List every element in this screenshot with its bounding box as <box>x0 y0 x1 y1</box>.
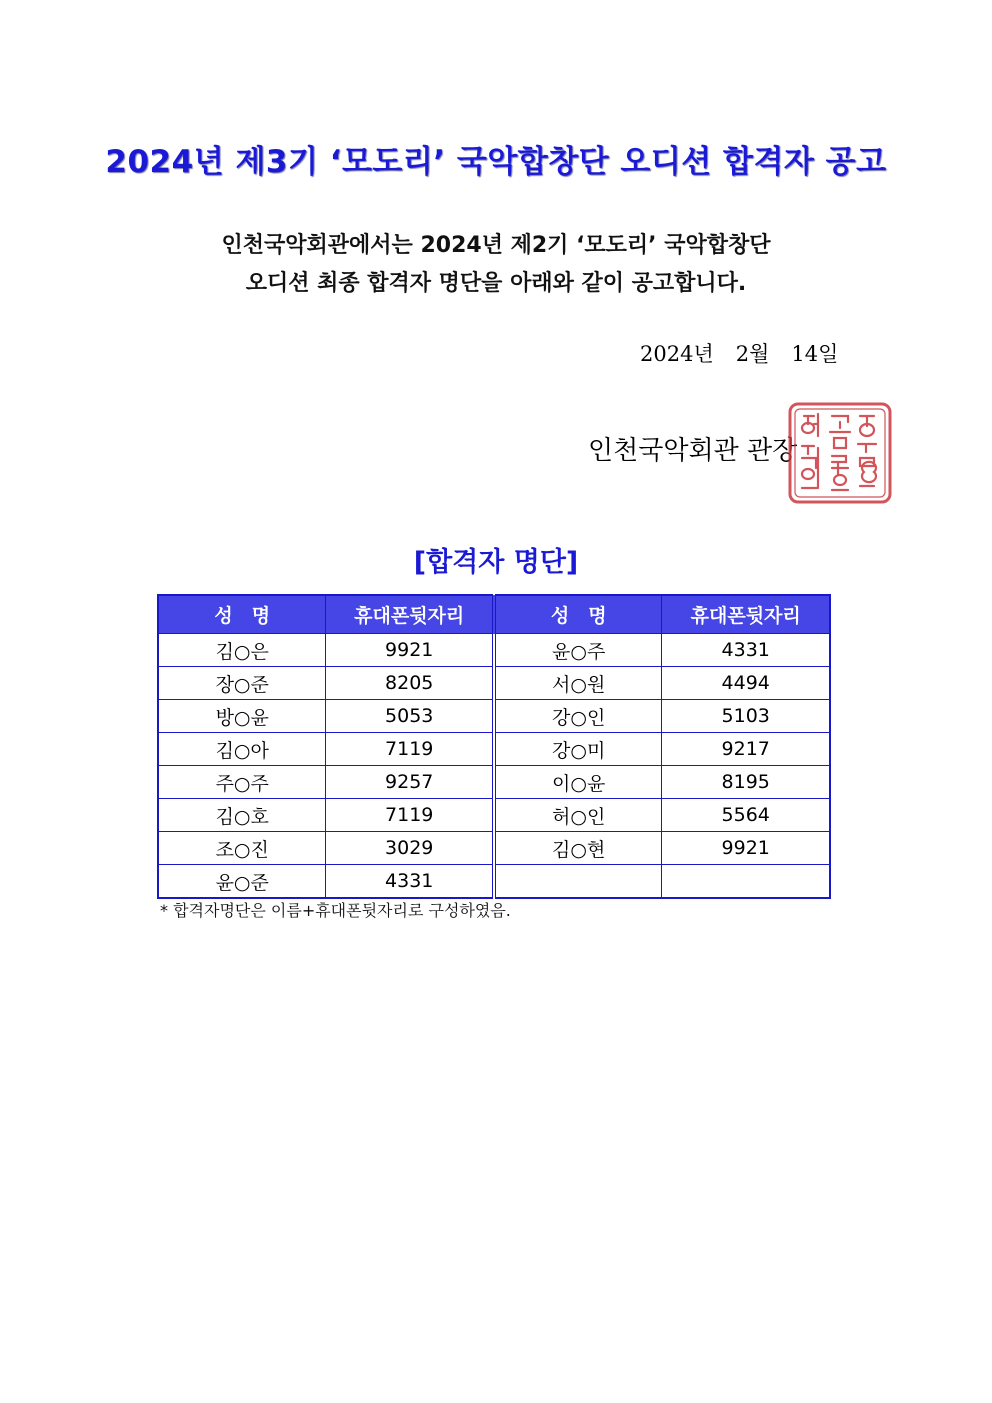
cell-phone: 7119 <box>326 799 494 832</box>
cell-name: 윤○준 <box>158 865 326 899</box>
cell-name: 김○호 <box>158 799 326 832</box>
cell-name: 김○아 <box>158 733 326 766</box>
announcement-date <box>640 338 860 368</box>
cell-name: 강○인 <box>494 700 662 733</box>
cell-phone: 9921 <box>662 832 830 865</box>
cell-name: 장○준 <box>158 667 326 700</box>
cell-phone: 5564 <box>662 799 830 832</box>
section-title: [합격자 명단] <box>413 547 579 578</box>
date-month: 2월 <box>735 342 770 366</box>
cell-phone: 9257 <box>326 766 494 799</box>
cell-phone-empty <box>662 865 830 899</box>
cell-phone: 3029 <box>326 832 494 865</box>
table-row <box>158 865 830 899</box>
table-row <box>158 634 830 667</box>
cell-name: 강○미 <box>494 733 662 766</box>
official-seal-stamp <box>786 400 894 506</box>
cell-phone: 9921 <box>326 634 494 667</box>
header-phone-left: 휴대폰뒷자리 <box>326 595 494 634</box>
table-row <box>158 667 830 700</box>
table-row <box>158 799 830 832</box>
passer-list-table <box>157 594 831 899</box>
date-year: 2024년 <box>640 342 714 366</box>
header-name-left: 성 명 <box>158 595 326 634</box>
cell-name-empty <box>494 865 662 899</box>
intro-line-2: 오디션 최종 합격자 명단을 아래와 같이 공고합니다. <box>245 271 747 296</box>
table-row <box>158 733 830 766</box>
cell-name: 주○주 <box>158 766 326 799</box>
cell-name: 김○은 <box>158 634 326 667</box>
cell-phone: 7119 <box>326 733 494 766</box>
cell-phone: 4494 <box>662 667 830 700</box>
cell-phone: 8195 <box>662 766 830 799</box>
date-day: 14일 <box>791 342 839 366</box>
cell-phone: 5053 <box>326 700 494 733</box>
seal-glyphs <box>802 414 876 490</box>
cell-name: 허○인 <box>494 799 662 832</box>
cell-name: 조○진 <box>158 832 326 865</box>
cell-name: 김○현 <box>494 832 662 865</box>
table-row <box>158 832 830 865</box>
table-row <box>158 766 830 799</box>
cell-name: 윤○주 <box>494 634 662 667</box>
cell-phone: 4331 <box>326 865 494 899</box>
cell-phone: 4331 <box>662 634 830 667</box>
signer-name: 인천국악회관 관장 <box>588 436 798 466</box>
header-name-right: 성 명 <box>494 595 662 634</box>
table-row <box>158 700 830 733</box>
cell-name: 방○윤 <box>158 700 326 733</box>
footnote: * 합격자명단은 이름+휴대폰뒷자리로 구성하였음. <box>160 901 511 920</box>
cell-phone: 9217 <box>662 733 830 766</box>
page-title: 2024년 제3기 ‘모도리’ 국악합창단 오디션 합격자 공고 <box>105 144 887 180</box>
cell-name: 서○원 <box>494 667 662 700</box>
header-phone-right: 휴대폰뒷자리 <box>662 595 830 634</box>
intro-line-1: 인천국악회관에서는 2024년 제2기 ‘모도리’ 국악합창단 <box>221 233 771 258</box>
cell-phone: 8205 <box>326 667 494 700</box>
table-header-row <box>158 595 830 634</box>
cell-name: 이○윤 <box>494 766 662 799</box>
cell-phone: 5103 <box>662 700 830 733</box>
